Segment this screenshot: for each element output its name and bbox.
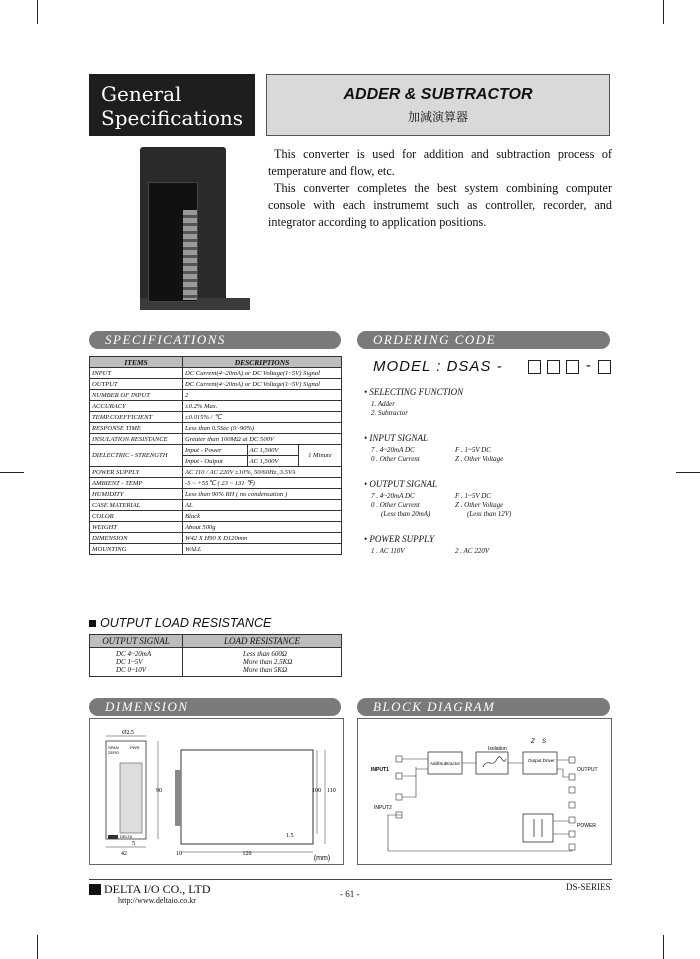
spec-item: WEIGHT	[90, 522, 183, 533]
table-row	[90, 467, 342, 478]
spec-desc: About 500g	[183, 522, 342, 533]
intro-paragraph: This converter completes the best system combining computer console with each instrumemt such as controller, recorder, and integrator according to application positions.	[268, 181, 612, 229]
spec-desc: DC Current(4~20mA) or DC Voltage(1~5V) Signal	[183, 379, 342, 390]
table-row	[90, 445, 342, 456]
spec-desc: ±0.015% / ℃	[183, 412, 342, 423]
option: 2 . AC 220V	[455, 547, 490, 555]
table-row	[90, 648, 342, 677]
code-dash: -	[586, 358, 591, 373]
code-box	[566, 360, 579, 374]
spec-item: MOUNTING	[90, 544, 183, 555]
output-load-title-text: OUTPUT LOAD RESISTANCE	[100, 616, 272, 630]
crop-mark	[37, 935, 38, 959]
block-diagram-heading: BLOCK DIAGRAM	[357, 698, 610, 716]
code-box	[547, 360, 560, 374]
table-row	[90, 533, 342, 544]
dim-offset: 5	[132, 841, 135, 847]
ordering-code-heading: ORDERING CODE	[357, 331, 610, 349]
bd-power: POWER	[577, 823, 596, 829]
footer-url[interactable]: http://www.deltaio.co.kr	[118, 896, 196, 905]
dim-height-outer: 110	[327, 788, 336, 794]
spec-item: NUMBER OF INPUT	[90, 390, 183, 401]
bullet-square-icon	[89, 620, 96, 627]
bd-span: S	[542, 739, 547, 745]
olr-load: More than 5KΩ	[243, 666, 288, 674]
dim-height-inner: 100	[312, 788, 321, 794]
bd-input2: INPUT2	[374, 805, 392, 811]
table-row	[90, 412, 342, 423]
option: F . 1~5V DC	[455, 492, 491, 500]
option: 7 . 4~20mA DC	[371, 446, 415, 454]
product-title-cn: 加減演算器	[407, 110, 468, 124]
input-signal-title: • INPUT SIGNAL	[364, 433, 428, 443]
spec-item: INSULATION RESISTANCE	[90, 434, 183, 445]
option: 7 . 4~20mA DC	[371, 492, 415, 500]
spec-item: DIMENSION	[90, 533, 183, 544]
intro-text	[268, 146, 612, 231]
option: F . 1~5V DC	[455, 446, 491, 454]
spec-desc: -5 ~ +55℃ ( 23 ~ 131 ℉)	[183, 478, 342, 489]
crop-mark	[663, 0, 664, 24]
crop-mark	[663, 935, 664, 959]
spec-desc: Black	[183, 511, 342, 522]
olr-signal: DC 0~10V	[116, 666, 147, 674]
spec-item: OUTPUT	[90, 379, 183, 390]
crop-mark	[0, 472, 24, 473]
dimension-svg	[90, 719, 343, 864]
specifications-heading: SPECIFICATIONS	[89, 331, 341, 349]
option: 1 . AC 110V	[371, 547, 405, 555]
intro-paragraph: This converter is used for addition and subtraction process of temperature and flow, etc.	[268, 147, 612, 178]
table-row	[90, 390, 342, 401]
bd-isolation: Isolation	[488, 746, 507, 752]
section-title-line2: Specifications	[101, 106, 244, 130]
option: Z . Other Voltage	[455, 501, 504, 509]
dimension-heading: DIMENSION	[89, 698, 341, 716]
crop-mark	[37, 0, 38, 24]
code-box	[598, 360, 611, 374]
crop-mark	[676, 472, 700, 473]
dim-diameter: Ø2.5	[122, 730, 134, 736]
option: Z . Other Voltage	[455, 455, 504, 463]
page-number: - 61 -	[340, 889, 360, 899]
model-label: MODEL : DSAS -	[373, 358, 503, 375]
table-row	[90, 500, 342, 511]
table-row	[90, 368, 342, 379]
olr-header-signal: OUTPUT SIGNAL	[90, 635, 183, 648]
dim-thickness: 1.5	[286, 833, 294, 839]
table-row	[90, 478, 342, 489]
selecting-function-title: • SELECTING FUNCTION	[364, 387, 464, 397]
option-note: (Less than 12V)	[467, 510, 512, 518]
spec-desc: 2	[183, 390, 342, 401]
spec-desc: ±0.2% Max.	[183, 401, 342, 412]
spec-desc: AC 110 / AC 220V ±10%, 50/60Hz, 3.5VA	[183, 467, 342, 478]
table-row	[90, 511, 342, 522]
spec-header-items: ITEMS	[90, 357, 183, 368]
option-note: (Less than 20mA)	[381, 510, 431, 518]
dim-depth: 120	[242, 851, 252, 857]
footer-company: DELTA I/O CO., LTD	[104, 882, 211, 896]
spec-item: AMBIENT - TEMP	[90, 478, 183, 489]
delta-logo-icon	[89, 884, 101, 895]
table-row	[90, 401, 342, 412]
block-diagram	[357, 718, 612, 865]
spec-desc: DC Current(4~20mA) or DC Voltage(1~5V) Signal	[183, 368, 342, 379]
front-label-pwr: PWR	[130, 745, 140, 750]
dim-terminal: 10	[176, 851, 182, 857]
spec-desc: 1 Minute	[298, 445, 341, 467]
spec-item: POWER SUPPLY	[90, 467, 183, 478]
footer-series: DS-SERIES	[566, 882, 611, 892]
spec-table	[89, 356, 342, 555]
dim-height: 90	[156, 788, 162, 794]
bd-input1: INPUT1	[371, 767, 389, 773]
spec-item: DIELECTRIC - STRENGTH	[90, 445, 183, 467]
spec-desc: WALL	[183, 544, 342, 555]
table-row	[90, 522, 342, 533]
code-box	[528, 360, 541, 374]
section-title	[89, 74, 255, 136]
olr-signal: DC 4~20mA	[116, 650, 152, 658]
table-row	[90, 379, 342, 390]
bd-driver: Output Driver	[528, 758, 555, 763]
spec-desc: Less than 0.5Sec (0~90%)	[183, 423, 342, 434]
spec-desc: Greater than 100MΩ at DC 500V	[183, 434, 342, 445]
option: 0 . Other Current	[371, 455, 420, 463]
spec-item: INPUT	[90, 368, 183, 379]
dim-width: 42	[121, 851, 127, 857]
front-label-span: SPAN	[108, 745, 119, 750]
spec-desc: AC 1,500V	[247, 456, 298, 467]
section-title-line1: General	[101, 82, 182, 106]
table-row	[90, 489, 342, 500]
table-row	[90, 423, 342, 434]
bd-output: OUTPUT	[577, 767, 598, 773]
dim-unit: (mm)	[313, 855, 331, 862]
footer-divider	[89, 879, 612, 880]
spec-header-descriptions: DESCRIPTIONS	[183, 357, 342, 368]
power-supply-title: • POWER SUPPLY	[364, 534, 434, 544]
spec-desc: AL	[183, 500, 342, 511]
front-label-zero: ZERO	[108, 750, 120, 755]
option: 0 . Other Current	[371, 501, 420, 509]
spec-desc: W42 X H90 X D120mm	[183, 533, 342, 544]
spec-item: RESPONSE TIME	[90, 423, 183, 434]
olr-load: More than 2.5KΩ	[243, 658, 293, 666]
table-row	[90, 544, 342, 555]
spec-desc: Input - Power	[183, 445, 248, 456]
olr-header-load: LOAD RESISTANCE	[183, 635, 342, 648]
front-label-brand: DELTA	[120, 834, 133, 839]
product-title-box	[266, 74, 610, 136]
output-signal-title: • OUTPUT SIGNAL	[364, 479, 437, 489]
olr-signal: DC 1~5V	[116, 658, 143, 666]
product-photo-terminals	[183, 210, 197, 300]
spec-item: CASE MATERIAL	[90, 500, 183, 511]
product-title: ADDER & SUBTRACTOR	[343, 86, 533, 103]
option: 2. Subtractor	[371, 409, 408, 417]
spec-desc: AC 1,500V	[247, 445, 298, 456]
spec-item: TEMP.COEFFICIENT	[90, 412, 183, 423]
spec-item: COLOR	[90, 511, 183, 522]
spec-item: HUMIDITY	[90, 489, 183, 500]
block-diagram-svg	[358, 719, 611, 864]
output-load-title	[89, 616, 271, 630]
spec-item: ACCURACY	[90, 401, 183, 412]
olr-load: Less than 600Ω	[243, 650, 287, 658]
dimension-drawing	[89, 718, 344, 865]
spec-desc: Input - Output	[183, 456, 248, 467]
bd-adder: Add/Subtractor	[430, 761, 461, 766]
option: 1. Adder	[371, 400, 395, 408]
bd-zero: Z	[531, 739, 535, 745]
output-load-table	[89, 634, 342, 677]
table-row	[90, 434, 342, 445]
spec-desc: Less than 90% RH ( no condensation )	[183, 489, 342, 500]
